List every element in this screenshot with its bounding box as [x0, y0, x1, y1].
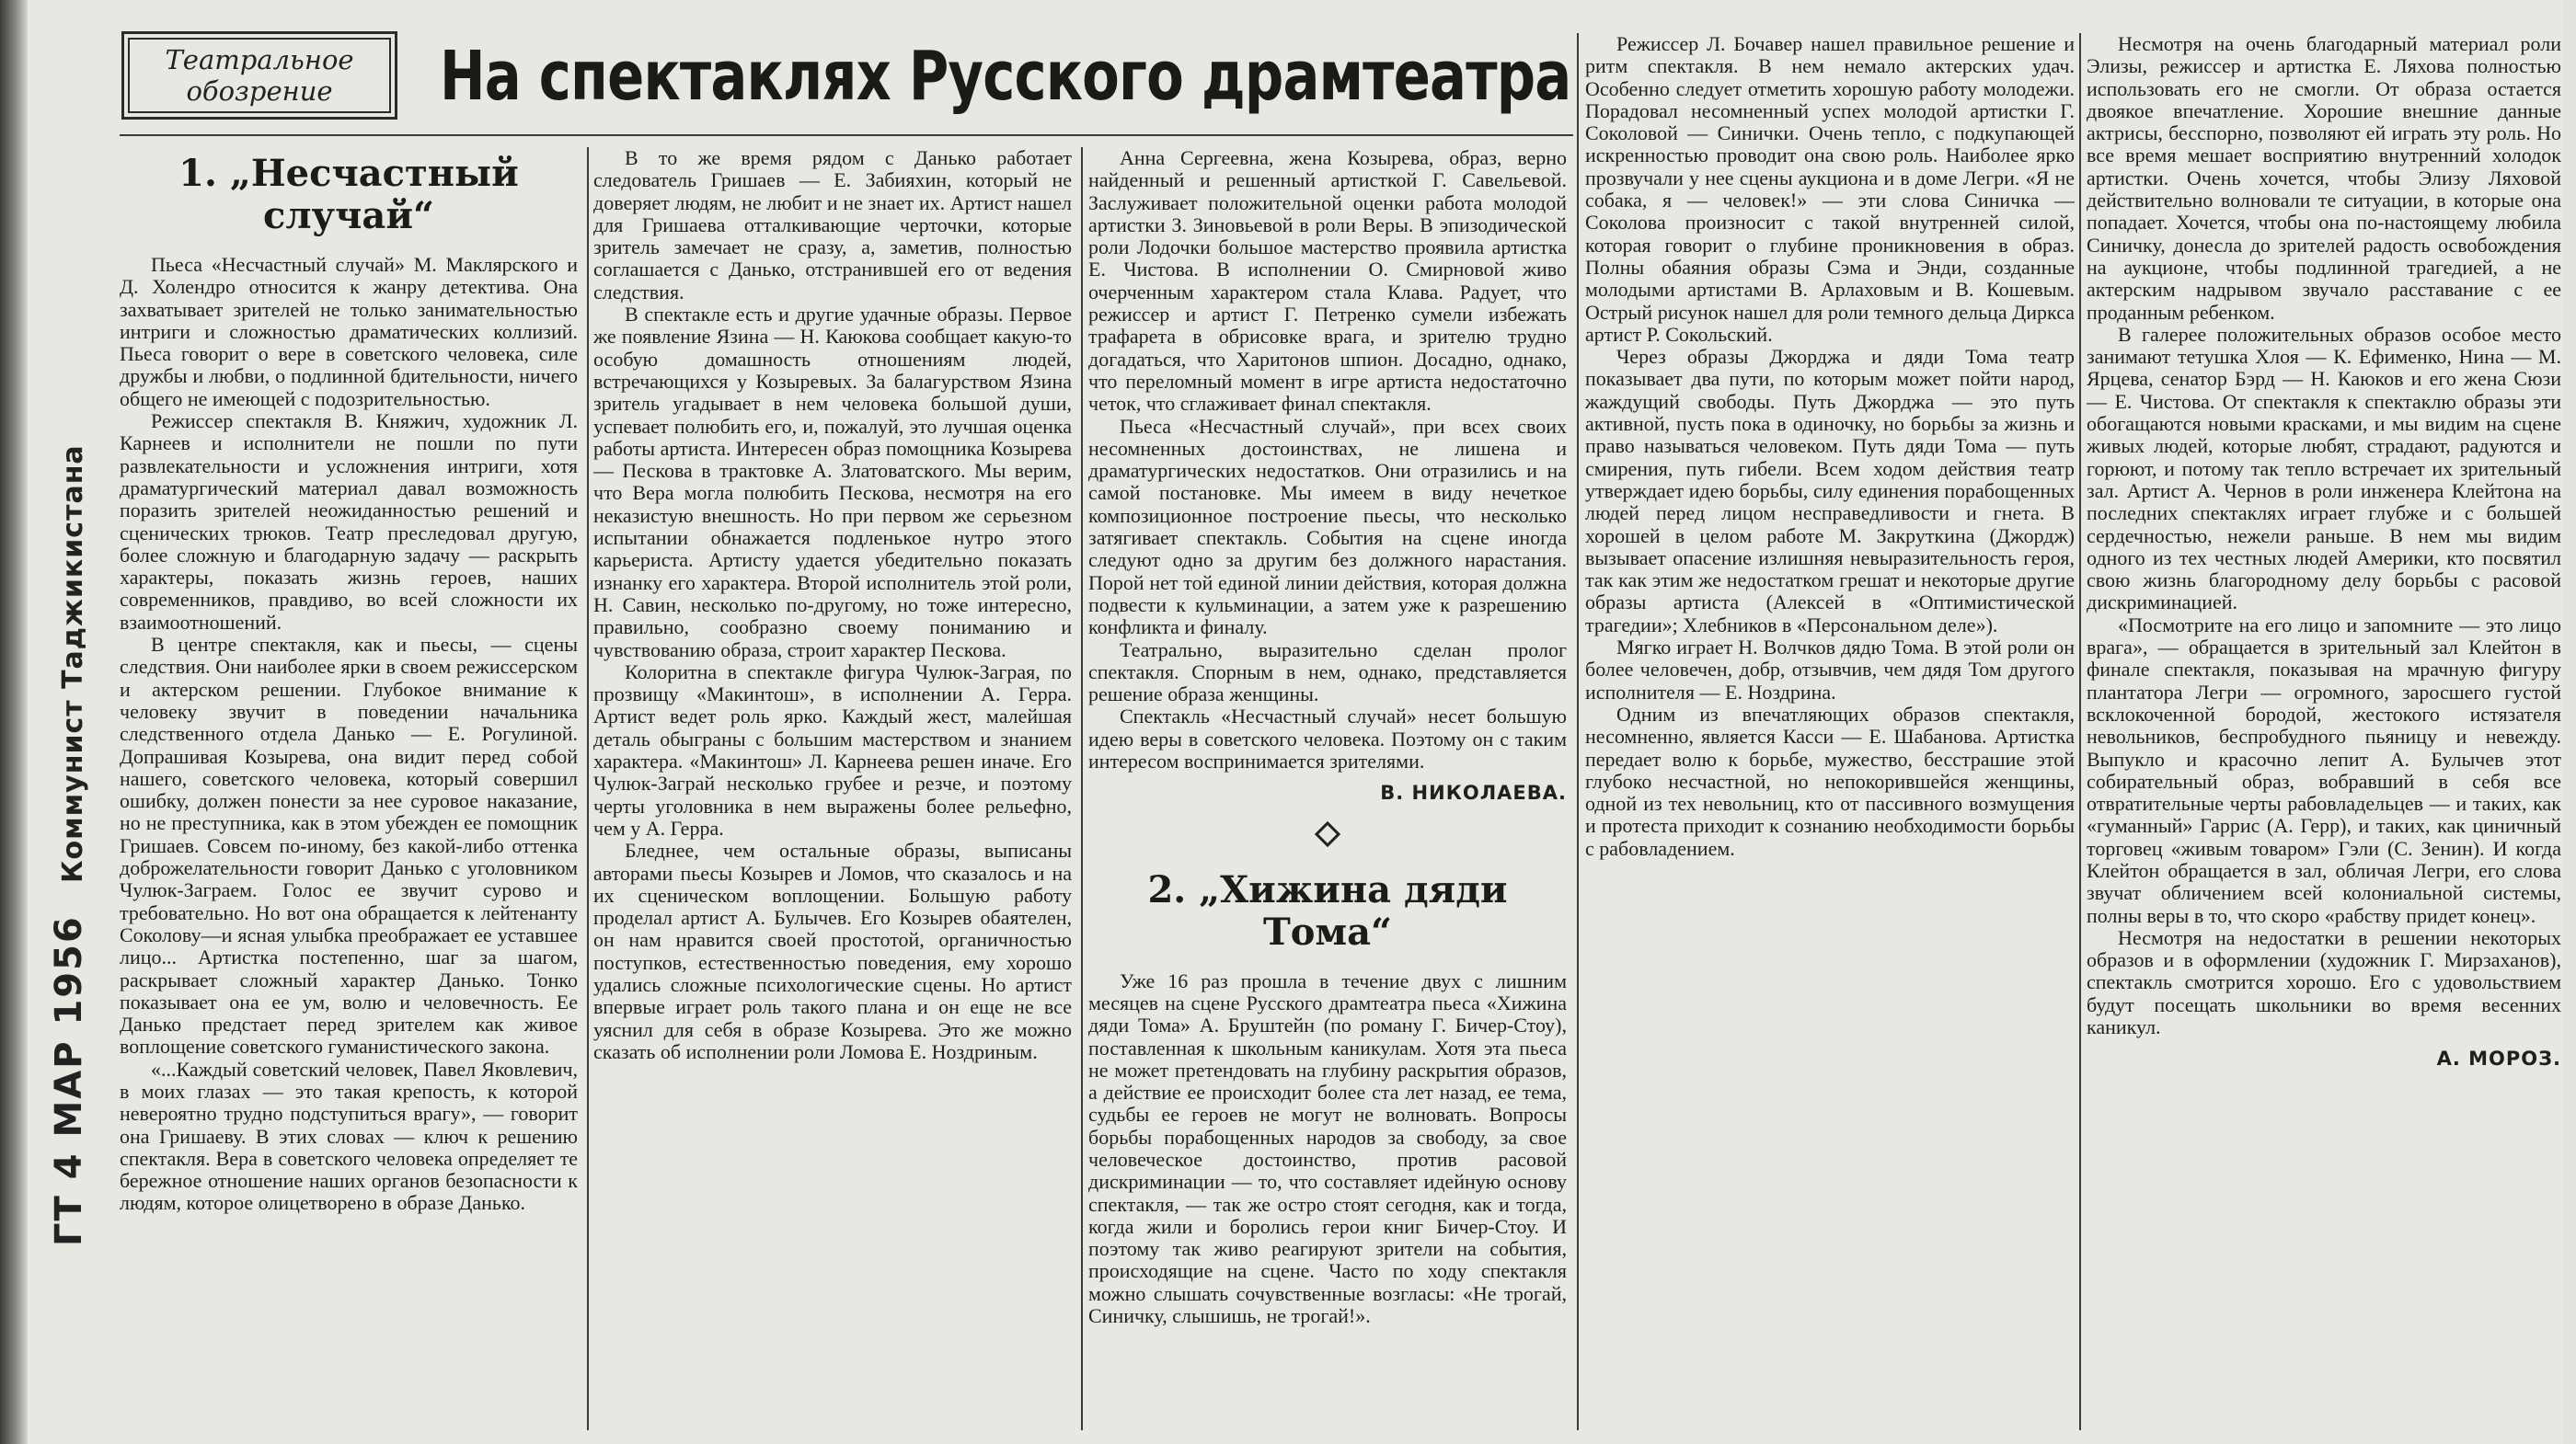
- paragraph: Бледнее, чем остальные образы, выписаны авторами пьесы Козырев и Ломов, что сказалось и на их сценическом воплощении. Большую работу проделал артист А. Булычев. Его Козырев обаятелен, он нам нравится своей простотой, органичностью поступков, естественностью поведения, ему хорошо удались сложные психологические сцены. Но артист впервые играет роль такого плана и он еще не все уяснил для себя в образе Козырева. Это же можно сказать об исполнении роли Ломова Е. Ноздриным.: [593, 839, 1072, 1063]
- column-rule: [2079, 33, 2081, 1430]
- column-rule: [587, 147, 589, 1430]
- column-3: [1088, 147, 1567, 1430]
- paragraph: Режиссер спектакля В. Княжич, художник Л. Карнеев и исполнители не пошли по пути развлекательности и усложнения интриги, хотя драматургический материал давал возможность поразить зрителей неожиданностью решений и сценических трюков. Театр преследовал другую, более сложную и благодарную задачу — раскрыть характеры, показать жизнь героев, наших современников, правдиво, во всей сложности их взаимоотношений.: [120, 409, 578, 634]
- paragraph: Пьеса «Несчастный случай» М. Маклярского и Д. Холендро относится к жанру детектива. Она захватывает зрителей не только занимательностью интриги и сложностью драматических коллизий. Пьеса говорит о вере в советского человека, силе дружбы и любви, о подлинной бдительности, ничего общего не имеющей с подозрительностью.: [120, 253, 578, 410]
- date: 4 МАР 1956: [48, 915, 90, 1180]
- column-rule: [1577, 33, 1579, 1430]
- diamond-separator-icon: [1315, 820, 1340, 846]
- paragraph: В центре спектакля, как и пьесы, — сцены следствия. Они наиболее ярки в своем режиссерском и актерском решении. Глубокое внимание к человеку звучит в поведении начальника следственного отдела Данько — Е. Рогулиной. Допрашивая Козырева, она видит перед собой нашего, советского человека, который совершил ошибку, должен понести за нее суровое наказание, но не преступника, как в этом убежден ее помощник Гришаев. Совсем по-иному, без какой-либо оттенка доброжелательности говорит Данько с уголовником Чулюк-Заграем. Голос ее звучит сурово и требовательно. Но вот она обращается к лейтенанту Соколову—и ясная улыбка преображает ее уставшее лицо... Артистка постепенно, шаг за шагом, раскрывает сложный характер Данько. Тонко показывает она ее ум, волю и человечность. Ее Данько предстает перед зрителем как живое воплощение советского гуманистического закона.: [120, 633, 578, 1059]
- paragraph: Театрально, выразительно сделан пролог спектакля. Спорным в нем, однако, представляется решение образа женщины.: [1088, 637, 1567, 706]
- rubric-box: [121, 31, 397, 120]
- article-1-author: В. НИКОЛАЕВА.: [1380, 782, 1567, 805]
- page-number: ГТ: [48, 1194, 90, 1246]
- paragraph: В то же время рядом с Данько работает следователь Гришаев — Е. Забияхин, который не доверяет людям, не любит и не знает их. Артист нашел для Гришаева отталкивающие черточки, которые зритель замечает не сразу, а, заметив, полностью соглашается с Данько, отстранившей его от ведения следствия.: [593, 147, 1072, 304]
- newspaper-name: Коммунист Таджикистана: [57, 444, 89, 883]
- headline-rule: [120, 134, 1573, 136]
- paragraph: Анна Сергеевна, жена Козырева, образ, верно найденный и решенный артисткой Г. Савельевой. Заслуживает положительной оценки работа молодой артистки З. Зиновьевой в роли Веры. В эпизодической роли Лодочки большое мастерство проявила артистка Е. Чистова. В исполнении О. Смирновой живо очерченным характером стала Клава. Радует, что режиссер и артист Г. Петренко сумели избежать трафарета в обрисовке врага, и зрителю трудно догадаться, что Харитонов шпион. Досадно, однако, что переломный момент в игре артиста недостаточно четок, что сглаживает финал спектакля.: [1088, 147, 1567, 416]
- paragraph: Спектакль «Несчастный случай» несет большую идею веры в советского человека. Поэтому он с таким интересом воспринимается зрителями.: [1088, 705, 1567, 774]
- paragraph: «Посмотрите на его лицо и запомните — это лицо врага», — обращается в зрительный зал Клейтон в финале спектакля, показывая на мрачную фигуру плантатора Легри — огромного, заросшего густой всклокоченной бородой, жестокого истязателя невольников, беспробудного пьяницу и невежду. Выпукло и красочно лепит А. Булычев этот собирательный образ, вобравший в себя все отвратительные черты рабовладельцев — и таких, как «гуманный» Гаррис (А. Герр), и таких, как циничный торговец «живым товаром» Гэли (С. Зенин). И когда Клейтон обращается в зал, обличая Легри, его слова звучат обличением всей колониальной системы, полны веры в то, что скоро «рабству придет конец».: [2087, 613, 2561, 927]
- paragraph: В спектакле есть и другие удачные образы. Первое же появление Язина — Н. Каюкова сообщает какую-то особую домашность отношениям людей, встречающихся у Козыревых. За балагурством Язина зритель угадывает в нем человека большой души, успевает полюбить его, и, пожалуй, это лучшая оценка работы артиста. Интересен образ помощника Козырева — Пескова в трактовке А. Златоватского. Мы верим, что Вера могла полюбить Пескова, несмотря на его неказистую внешность. Но при первом же серьезном испытании обнажается подленькое нутро этого карьериста. Артисту удается убедительно показать изнанку его характера. Второй исполнитель этой роли, Н. Савин, несколько по-другому, но тоже интересно, правильно, сообразно своему пониманию и чувствованию образа, строит характер Пескова.: [593, 303, 1072, 661]
- rubric-line-1: Театральное: [165, 44, 354, 75]
- paragraph: Через образы Джорджа и дяди Тома театр показывает два пути, по которым может пойти народ, жаждущий свободы. Путь Джорджа — это путь активной, пусть пока в одиночку, но борьбы за жизнь и право называться человеком. Путь дяди Тома — путь смирения, путь гибели. Всем ходом действия театр утверждает идею борьбы, силу единения порабощенных людей перед лицом несправедливости и гнета. В хорошей в целом работе М. Закруткина (Джордж) вызывает опасение излишняя невыразительность героя, так как этим же недостатком грешат и некоторые другие образы артиста (Алексей в «Оптимистической трагедии»; Хлебников в «Персональном деле»).: [1585, 345, 2075, 636]
- paragraph: Уже 16 раз прошла в течение двух с лишним месяцев на сцене Русского драмтеатра пьеса «Хижина дяди Тома» А. Бруштейн (по роману Г. Бичер-Стоу), поставленная к школьным каникулам. Хотя эта пьеса не может претендовать на глубину раскрытия образов, а действие ее происходит более ста лет назад, ее тема, судьбы ее героев не могут не волновать. Вопросы борьбы порабощенных народов за свободу, за свое человеческое достоинство, против расовой дискриминации — то, что составляет идейную основу спектакля, — так же остро стоят сегодня, как и тогда, когда жили и боролись герои книг Бичер-Стоу. И поэтому так живо реагируют зрители на события, происходящие на сцене. Часто по ходу спектакля можно слышать сочувственные возгласы: «Не трогай, Синичку, слышишь, не трогай!».: [1088, 968, 1567, 1328]
- paragraph: Несмотря на недостатки в решении некоторых образов и в оформлении (художник Г. Мирзаханов), спектакль смотрится хорошо. Его с удовольствием будут посещать школьники во время весенних каникул.: [2087, 925, 2561, 1039]
- paragraph: В галерее положительных образов особое место занимают тетушка Хлоя — К. Ефименко, Нина — М. Ярцева, сенатор Бэрд — Н. Каюков и его жена Сюзи — Е. Чистова. От спектакля к спектаклю образы эти обогащаются новыми красками, и мы видим на сцене живых людей, которые любят, страдают, радуются и горюют, и потому так тепло встречает их зрительный зал. Артист А. Чернов в роли инженера Клейтона на последних спектаклях играет глубже и с большей сердечностью, нежели раньше. В нем мы видим одного из тех честных людей Америки, кто посвятил свою жизнь благородному делу борьбы с расовой дискриминацией.: [2087, 322, 2561, 614]
- paragraph: Мягко играет Н. Волчков дядю Тома. В этой роли он более человечен, добр, отзывчив, чем дядя Том другого исполнителя — Е. Ноздрина.: [1585, 636, 2075, 704]
- date-stamp: [48, 915, 90, 1246]
- rubric-line-2: обозрение: [186, 75, 333, 107]
- paragraph: Пьеса «Несчастный случай», при всех своих несомненных достоинствах, не лишена и драматургических недостатков. Они отразились и на самой постановке. Мы имеем в виду нечеткое композиционное построение пьесы, что несколько затягивает спектакль. События на сцене иногда следуют одно за другим без должного нарастания. Порой нет той единой линии действия, которая должна подвести к кульминации, а затем уже к разрешению конфликта и финалу.: [1088, 414, 1567, 639]
- paragraph: «...Каждый советский человек, Павел Яковлевич, в моих глазах — это такая крепость, к которой невероятно трудно подступиться врагу», — говорит она Гришаеву. В этих словах — ключ к решению спектакля. Вера в советского человека определяет те бережное отношение наших органов безопасности к людям, которое олицетворено в образе Данько.: [120, 1057, 578, 1215]
- paragraph: Режиссер Л. Бочавер нашел правильное решение и ритм спектакля. В нем немало актерских удач. Особенно следует отметить хорошую работу молодежи. Порадовал несомненный успех молодой артистки Г. Соколовой — Синички. Очень тепло, с подкупающей искренностью проводит она свою роль. Наиболее ярко прозвучали у нее сцены аукциона и в доме Легри. «Я не собака, я — человек!» — эти слова Синичка — Соколова произносит с такой внутренней силой, которая говорит о глубине проникновения в образ. Полны обаяния образы Сэма и Энди, созданные молодыми артистами В. Арлаховым и В. Кошевым. Острый рисунок нашел для роли темного дельца Диркса артист Р. Сокольский.: [1585, 33, 2075, 346]
- article-2-author: А. МОРОЗ.: [2436, 1048, 2561, 1071]
- paragraph: Колоритна в спектакле фигура Чулюк-Заграя, по прозвищу «Макинтош», в исполнении А. Герра. Артист ведет роль ярко. Каждый жест, малейшая деталь обыграны с большим мастерством и знанием характера. «Макинтош» Л. Карнеева решен иначе. Его Чулюк-Заграй несколько грубее и резче, и поэтому черты уголовника в нем выражены более рельефно, чем у А. Герра.: [593, 659, 1072, 840]
- column-rule: [1081, 147, 1083, 1430]
- paragraph: Несмотря на очень благодарный материал роли Элизы, режиссер и артистка Е. Ляхова полностью использовать его не смогли. От образа остается двоякое впечатление. Хорошие внешние данные актрисы, бесспорно, позволяют ей играть эту роль. Но все время мешает восприятию внутренний холодок артистки. Очень хочется, чтобы Элизу Ляховой действительно волновали те ситуации, в которые она попадает. Хочется, чтобы она по-настоящему любила Синичку, донесла до зрителей радость освобождения на аукционе, чтобы подлинной трагедией, а не актерским надрывом звучало расставание с ее проданным ребенком.: [2087, 33, 2561, 324]
- column-1: [120, 147, 578, 1430]
- column-5: [2087, 33, 2561, 1430]
- page-headline: На спектаклях Русского драмтеатра: [440, 37, 1571, 116]
- paragraph: Одним из впечатляющих образов спектакля, несомненно, является Касси — Е. Шабанова. Артистка передает волю к борьбе, мужество, бесстрашие этой глубоко несчастной, но непокорившейся женщины, одной из тех невольниц, кто от пассивного возмущения и протеста приходит к сознанию необходимости борьбы с рабовладением.: [1585, 702, 2075, 860]
- article-2-title: 2. „Хижина дяди Тома“: [1147, 867, 1508, 954]
- article-1-title: 1. „Несчастный случай“: [178, 152, 519, 237]
- clipping-edge: [0, 0, 28, 1444]
- column-4: [1585, 33, 2075, 1430]
- column-2: [593, 147, 1072, 1430]
